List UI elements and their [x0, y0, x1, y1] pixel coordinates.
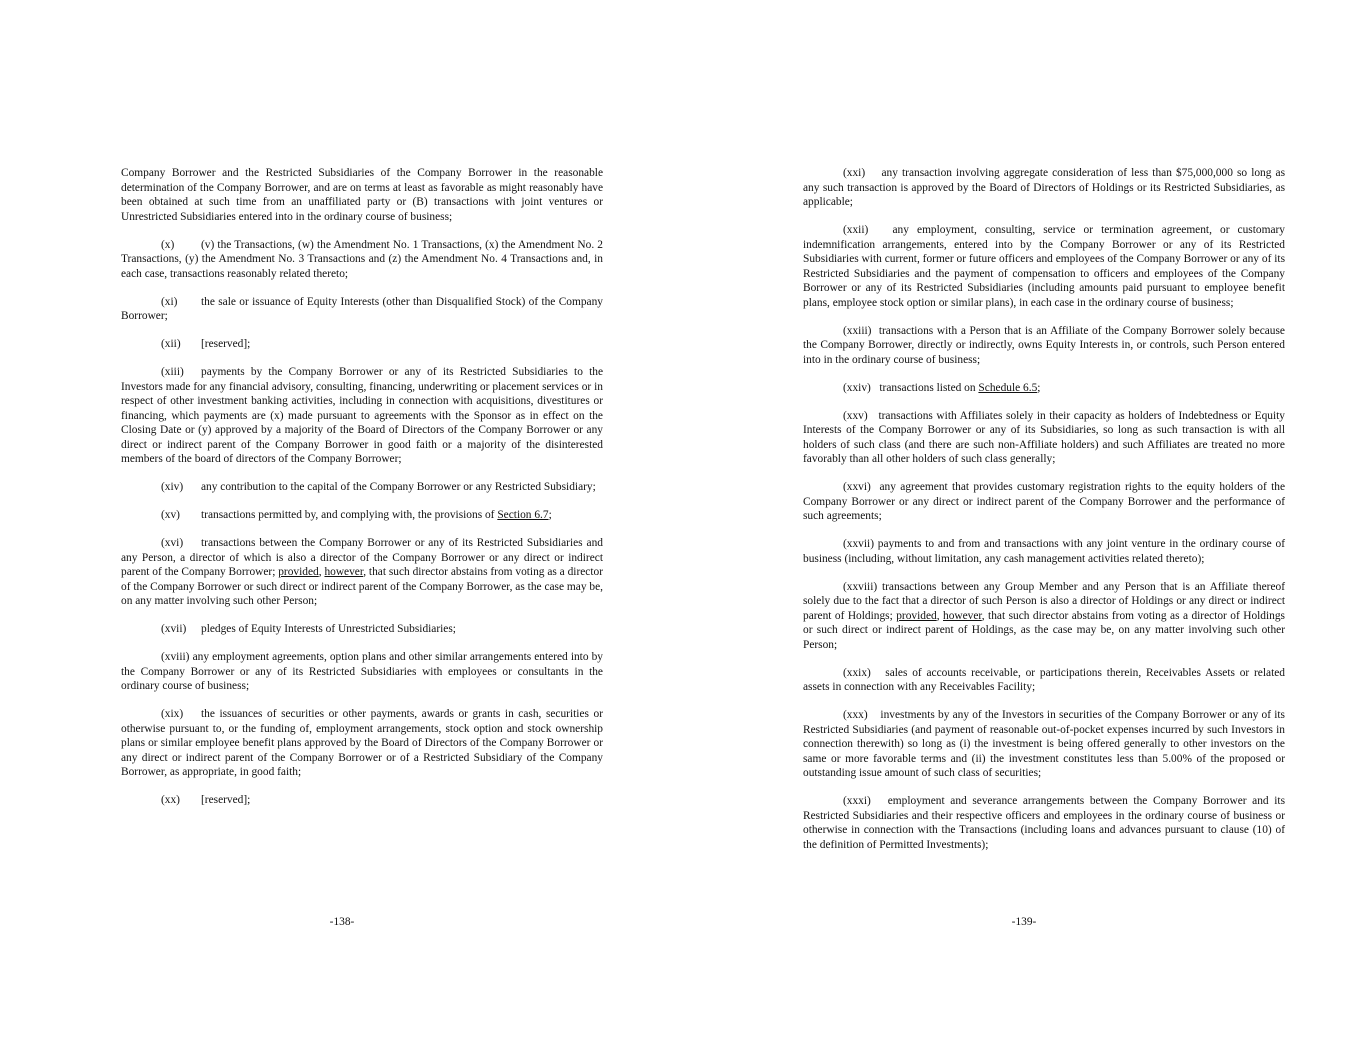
- clause-xi: [121, 295, 603, 324]
- clause-xxv: [803, 409, 1285, 467]
- clause-xvii: [121, 622, 603, 637]
- comma: ,: [936, 609, 943, 622]
- clause-number: (xiii): [161, 366, 184, 378]
- provided-term: provided: [896, 609, 937, 622]
- clause-xxiv: [803, 381, 1285, 396]
- clause-text: any transaction involving aggregate consideration of less than $75,000,000 so long as any such transaction is approved by the Board of Directors of Holdings or its Restricted Subsidiaries, as applicable;: [803, 167, 1286, 208]
- clause-text: transactions between the Company Borrower or any of its Restricted Subsidiaries and any Person, a director of which is also a director of the Company Borrower or any direct or indirect parent of the Company Borrower;: [121, 537, 603, 578]
- clause-number: (xv): [161, 509, 180, 521]
- clause-text: transactions with Affiliates solely in their capacity as holders of Indebtedness or Equity Interests of the Company Borrower or any of its Subsidiaries, so long as such transaction is with all holders of such class (and there are such non-Affiliate holders) and such Affiliates are treated no more favorably than all other holders of such class generally;: [803, 409, 1285, 465]
- clause-text: any agreement that provides customary registration rights to the equity holders of the Company Borrower or any direct or indirect parent of the Company Borrower and the performance of such agreements;: [803, 481, 1286, 522]
- clause-xxxi: [803, 794, 1285, 852]
- clause-text: employment and severance arrangements between the Company Borrower and its Restricted Subsidiaries and their respective officers and employees in the ordinary course of business or otherwise in connection with the Transactions (including loans and advances pursuant to clause (10) of the definition of Permitted Investments);: [803, 795, 1285, 851]
- clause-xxix: [803, 666, 1285, 695]
- clause-text: (v) the Transactions, (w) the Amendment No. 1 Transactions, (x) the Amendment No. 2 Transactions, (y) the Amendment No. 3 Transactions and (z) the Amendment No. 4 Transactions and, in each case, transactions reasonably related thereto;: [121, 238, 603, 280]
- clause-number: (x): [161, 238, 175, 251]
- clause-number: (xvi): [161, 537, 184, 549]
- clause-xxviii: [803, 580, 1285, 653]
- clause-text: transactions with a Person that is an Affiliate of the Company Borrower solely because the Company Borrower, directly or indirectly, owns Equity Interests in, or controls, such Person entered into in the ordinary course of business;: [803, 324, 1285, 366]
- section-reference-link[interactable]: Section 6.7: [497, 509, 549, 521]
- clause-xix: [121, 707, 603, 780]
- clause-number: (xxvi): [843, 481, 871, 493]
- comma: ,: [318, 566, 325, 578]
- clause-text: any contribution to the capital of the Company Borrower or any Restricted Subsidiary;: [201, 481, 596, 493]
- clause-text: the sale or issuance of Equity Interests (other than Disqualified Stock) of the Company Borrower;: [121, 295, 603, 322]
- clause-number: (xxiv): [843, 381, 871, 394]
- clause-text: [reserved];: [201, 794, 251, 806]
- page-number: -139-: [1011, 916, 1037, 928]
- clause-xxvii: [803, 537, 1285, 566]
- clause-text-end: ;: [1037, 381, 1041, 394]
- right-page-body: [803, 166, 1285, 866]
- however-term: however: [943, 609, 982, 622]
- clause-number: (xvii): [161, 623, 187, 635]
- clause-xxi: [803, 166, 1285, 210]
- clause-text: transactions permitted by, and complying with, the provisions of: [201, 509, 498, 521]
- however-term: however: [324, 566, 364, 578]
- clause-text: sales of accounts receivable, or participations therein, Receivables Assets or related assets in connection with any Receivables Facility;: [803, 666, 1285, 693]
- left-page-body: [121, 166, 603, 821]
- page-number: -138-: [329, 916, 355, 928]
- clause-xxx: [803, 708, 1285, 781]
- clause-xiii: [121, 365, 603, 467]
- clause-number: (xix): [161, 708, 184, 720]
- clause-xx: [121, 793, 603, 808]
- clause-number: (xiv): [161, 481, 184, 493]
- right-page: [683, 0, 1365, 1055]
- schedule-reference-link[interactable]: Schedule 6.5: [978, 381, 1038, 394]
- clause-number: (xxix): [843, 666, 871, 679]
- clause-xiv: [121, 480, 603, 495]
- clause-text: payments to and from and transactions with any joint venture in the ordinary course of business (including, without limitation, any cash management activities related thereto);: [803, 538, 1285, 565]
- clause-xviii: [121, 650, 603, 694]
- clause-xii: [121, 337, 603, 352]
- left-page: [0, 0, 682, 1055]
- clause-text-end: , that such director abstains from voting as a director of Holdings or such direct or indirect parent of Holdings, as the case may be, on any matter involving such other Person;: [803, 609, 1285, 651]
- clause-text: [reserved];: [201, 338, 251, 350]
- clause-xxvi: [803, 480, 1285, 524]
- clause-text-end: ;: [548, 509, 552, 521]
- clause-number: (xxii): [843, 224, 869, 236]
- continued-paragraph: Company Borrower and the Restricted Subsidiaries of the Company Borrower in the reasonable determination of the Company Borrower, and are on terms at least as favorable as might reasonably have been obtained at such time from an unaffiliated party or (B) transactions with joint ventures or Unrestricted Subsidiaries entered into in the ordinary course of business;: [121, 167, 603, 223]
- clause-number: (xxx): [843, 709, 868, 721]
- clause-text: pledges of Equity Interests of Unrestricted Subsidiaries;: [201, 623, 456, 635]
- clause-text: the issuances of securities or other payments, awards or grants in cash, securities or otherwise pursuant to, or the funding of, employment arrangements, stock option and stock ownership plans or similar employee benefit plans approved by the Board of Directors of the Company Borrower or any direct or indirect parent of the Company Borrower or of a Restricted Subsidiary of the Company Borrower, as appropriate, in good faith;: [121, 708, 603, 778]
- clause-xvi: [121, 536, 603, 609]
- clause-number: (xxxi): [843, 795, 871, 807]
- clause-number: (xviii): [161, 651, 190, 663]
- clause-number: (xx): [161, 794, 180, 806]
- clause-text: payments by the Company Borrower or any of its Restricted Subsidiaries to the Investors made for any financial advisory, consulting, financing, underwriting or placement services or in respect of other investment banking activities, including in connection with acquisitions, divestitures or financing, which payments are (x) made pursuant to agreements with the Sponsor as in effect on the Closing Date or (y) approved by a majority of the Board of Directors of the Company Borrower or any direct or indirect parent of the Company Borrower in good faith or a majority of the disinterested members of the board of directors of the Company Borrower;: [121, 366, 603, 465]
- clause-number: (xxvii): [843, 538, 875, 550]
- clause-xv: [121, 508, 603, 523]
- clause-number: (xxiii): [843, 324, 872, 337]
- clause-x: [121, 238, 603, 282]
- clause-text: any employment agreements, option plans and other similar arrangements entered into by the Company Borrower or any of its Restricted Subsidiaries with employees or consultants in the ordinary course of business;: [121, 651, 603, 692]
- clause-number: (xxviii): [843, 580, 878, 593]
- clause-xxiii: [803, 324, 1285, 368]
- clause-xxii: [803, 223, 1285, 310]
- clause-text: transactions listed on: [879, 381, 979, 394]
- clause-text: investments by any of the Investors in securities of the Company Borrower or any of its Restricted Subsidiaries (and payment of reasonable out-of-pocket expenses incurred by such Investors in connection therewith) so long as (i) the investment is being offered generally to other investors on the same or more favorable terms and (ii) the investment constitutes less than 5.00% of the proposed or outstanding issue amount of such class of securities;: [803, 709, 1285, 779]
- clause-text: any employment, consulting, service or termination agreement, or customary indemnification arrangements, entered into by the Company Borrower or any of its Restricted Subsidiaries with current, former or future officers and employees of the Company Borrower or any of its Restricted Subsidiaries and the payment of compensation to officers and employees of the Company Borrower or any of its Restricted Subsidiaries (including amounts paid pursuant to employee benefit plans, employee stock option or similar plans), in each case in the ordinary course of business;: [803, 224, 1285, 309]
- clause-text-end: , that such director abstains from voting as a director of the Company Borrower or such direct or indirect parent of the Company Borrower, as the case may be, on any matter involving such other Person;: [121, 566, 603, 607]
- provided-term: provided: [278, 566, 319, 578]
- clause-number: (xi): [161, 295, 178, 308]
- clause-number: (xxi): [843, 167, 866, 179]
- clause-number: (xii): [161, 338, 181, 350]
- clause-text: transactions between any Group Member and any Person that is an Affiliate thereof solely due to the fact that a director of such Person is also a director of Holdings or any direct or indirect parent of Holdings;: [803, 580, 1285, 622]
- clause-number: (xxv): [843, 409, 868, 422]
